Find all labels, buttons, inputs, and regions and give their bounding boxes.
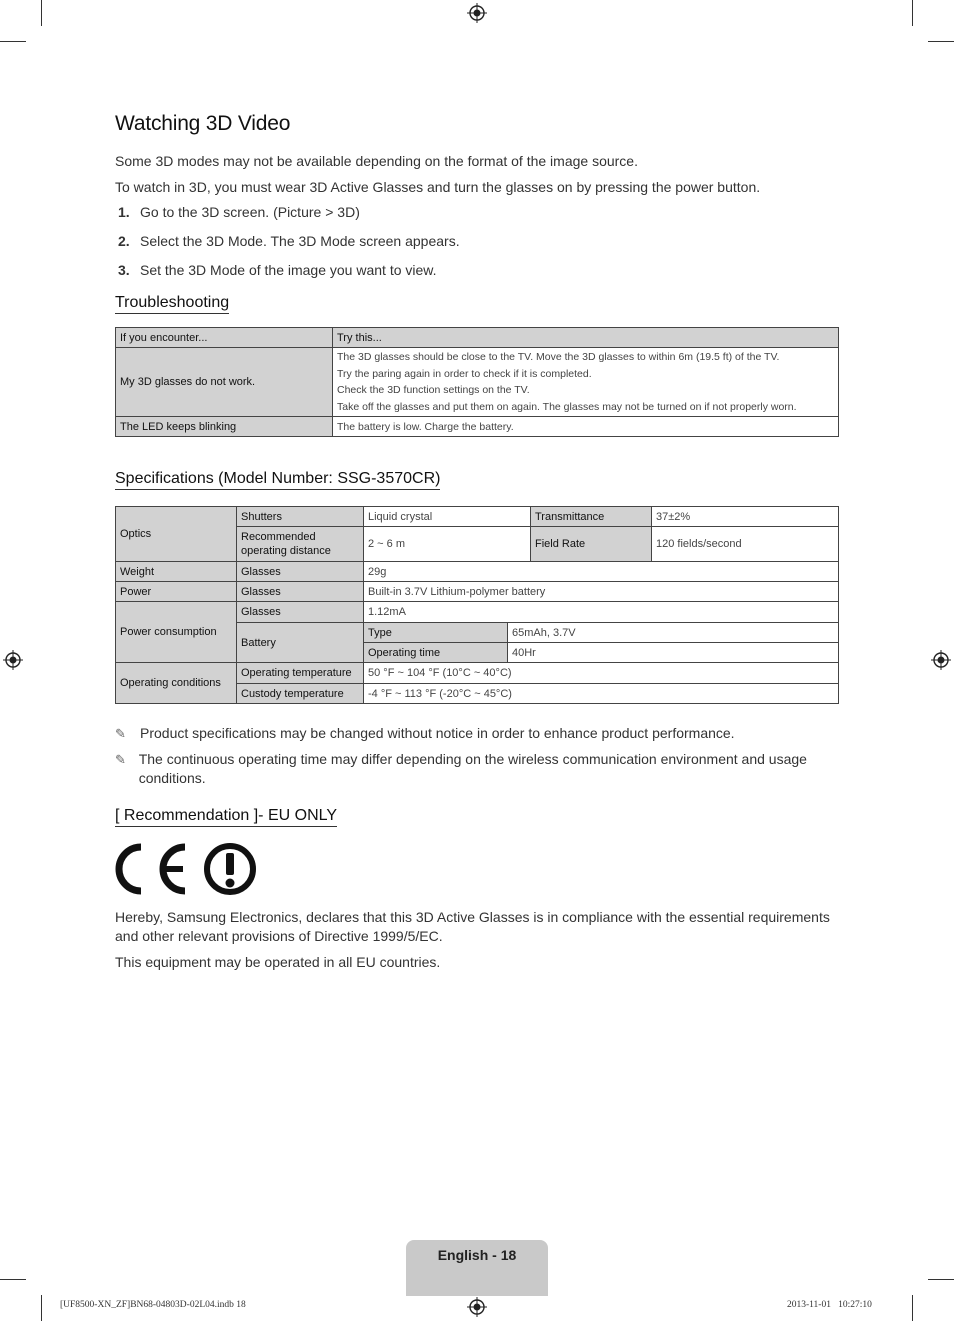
crop-mark: [928, 41, 954, 42]
specifications-heading: Specifications (Model Number: SSG-3570CR): [115, 470, 440, 490]
table-header-cell: If you encounter...: [116, 328, 333, 348]
menu-path-picture: Picture: [277, 204, 322, 220]
table-row: [116, 417, 839, 437]
crop-mark: [0, 1279, 26, 1280]
spec-value: 37±2%: [652, 507, 839, 527]
spec-label: Operating temperature: [237, 663, 364, 684]
note-text: Product specifications may be changed without notice in order to enhance product performance.: [140, 725, 735, 741]
solution-line: Try the paring again in order to check if it is completed.: [337, 367, 592, 380]
step-text: [140, 204, 360, 233]
spec-label-line: operating distance: [241, 545, 331, 557]
table-row: [116, 328, 839, 348]
spec-value: 1.12mA: [364, 602, 839, 623]
crop-mark: [928, 1279, 954, 1280]
spec-label: Glasses: [237, 562, 364, 582]
table-row: [116, 507, 839, 527]
spec-label: Shutters: [237, 507, 364, 527]
spec-category: Power consumption: [116, 602, 237, 663]
list-item: [115, 262, 839, 291]
crop-mark: [41, 1295, 42, 1321]
print-slug-right: 2013-11-01 10:27:10: [787, 1300, 872, 1310]
list-item: [115, 750, 839, 788]
page-number-tab: English - 18: [406, 1240, 548, 1296]
list-item: [115, 204, 839, 233]
spec-label: Transmittance: [531, 507, 652, 527]
table-header-cell: Try this...: [333, 328, 839, 348]
registration-mark-icon: [467, 1297, 487, 1317]
registration-mark-icon: [3, 650, 23, 670]
table-row: [116, 663, 839, 684]
spec-value: 2 ~ 6 m: [364, 527, 531, 562]
step-text-part: ): [355, 204, 360, 220]
print-slug-left: [UF8500-XN_ZF]BN68-04803D-02L04.indb 18: [60, 1300, 246, 1310]
declaration-text: Hereby, Samsung Electronics, declares that this 3D Active Glasses is in compliance with the essential requirements and other relevant provisions of Directive 1999/5/EC.: [115, 909, 830, 944]
spec-value: 65mAh, 3.7V: [508, 623, 839, 643]
solution-cell: The battery is low. Charge the battery.: [333, 417, 839, 437]
note-text: The continuous operating time may differ depending on the wireless communication environment and usage conditions.: [138, 751, 807, 786]
pencil-note-icon: ✎: [115, 752, 126, 767]
step-number: 1.: [118, 204, 130, 220]
step-text-part: Go to the 3D screen. (: [140, 204, 278, 220]
step-text-part: >: [321, 204, 338, 220]
solution-line: Check the 3D function settings on the TV.: [337, 384, 530, 396]
menu-path-3d: 3D: [337, 204, 356, 220]
step-number: 2.: [118, 233, 130, 249]
solution-cell: [333, 348, 839, 417]
intro-paragraph: To watch in 3D, you must wear 3D Active Glasses and turn the glasses on by pressing the power button.: [115, 179, 761, 195]
spec-category: Power: [116, 582, 237, 602]
steps-list: [115, 204, 839, 291]
crop-mark: [912, 0, 913, 26]
spec-value: Built-in 3.7V Lithium-polymer battery: [364, 582, 839, 602]
spec-label: Glasses: [237, 582, 364, 602]
spec-category: Weight: [116, 562, 237, 582]
list-item: [115, 724, 839, 743]
power-consumption-table: [115, 601, 839, 704]
compliance-marks: [115, 841, 839, 897]
spec-label: Operating time: [364, 643, 508, 663]
spec-value: 40Hr: [508, 643, 839, 663]
spec-category: Operating conditions: [116, 663, 237, 704]
specifications-table: [115, 506, 839, 602]
step-text: Set the 3D Mode of the image you want to view.: [140, 262, 437, 278]
spec-value: Liquid crystal: [364, 507, 531, 527]
crop-mark: [0, 41, 26, 42]
spec-label: Field Rate: [531, 527, 652, 562]
problem-cell: The LED keeps blinking: [116, 417, 333, 437]
table-row: [116, 582, 839, 602]
spec-label: Custody temperature: [237, 684, 364, 704]
spec-value: 29g: [364, 562, 839, 582]
spec-value: -4 °F ~ 113 °F (-20°C ~ 45°C): [364, 684, 839, 704]
page-title: Watching 3D Video: [115, 112, 291, 135]
registration-mark-icon: [931, 650, 951, 670]
step-number: 3.: [118, 262, 130, 278]
spec-label: Battery: [237, 623, 364, 663]
ce-mark-icon: [115, 843, 197, 895]
crop-mark: [41, 0, 42, 26]
page-content: [115, 112, 839, 979]
spec-label: [237, 527, 364, 562]
recommendation-heading: [ Recommendation ]- EU ONLY: [115, 807, 337, 827]
list-item: [115, 233, 839, 262]
spec-category: Optics: [116, 507, 237, 562]
crop-mark: [912, 1295, 913, 1321]
spec-label-line: Recommended: [241, 531, 316, 543]
table-row: [116, 602, 839, 623]
pencil-note-icon: ✎: [115, 726, 126, 741]
spec-label: Type: [364, 623, 508, 643]
intro-paragraph: Some 3D modes may not be available depending on the format of the image source.: [115, 153, 638, 169]
troubleshooting-table: [115, 327, 839, 437]
solution-line: Take off the glasses and put them on again. The glasses may not be turned on if not properly worn.: [337, 400, 797, 413]
spec-value: 50 °F ~ 104 °F (10°C ~ 40°C): [364, 663, 839, 684]
table-row: [116, 562, 839, 582]
step-text: Select the 3D Mode. The 3D Mode screen appears.: [140, 233, 460, 249]
eu-countries-text: This equipment may be operated in all EU countries.: [115, 954, 441, 970]
problem-cell: My 3D glasses do not work.: [116, 348, 333, 417]
solution-line: The 3D glasses should be close to the TV. Move the 3D glasses to within 6m (19.5 ft) of the TV.: [337, 351, 780, 363]
alert-mark-icon: [203, 842, 257, 896]
table-row: [116, 348, 839, 417]
troubleshooting-heading: Troubleshooting: [115, 294, 229, 314]
registration-mark-icon: [467, 3, 487, 23]
notes-list: [115, 724, 839, 788]
spec-value: 120 fields/second: [652, 527, 839, 562]
spec-label: Glasses: [237, 602, 364, 623]
